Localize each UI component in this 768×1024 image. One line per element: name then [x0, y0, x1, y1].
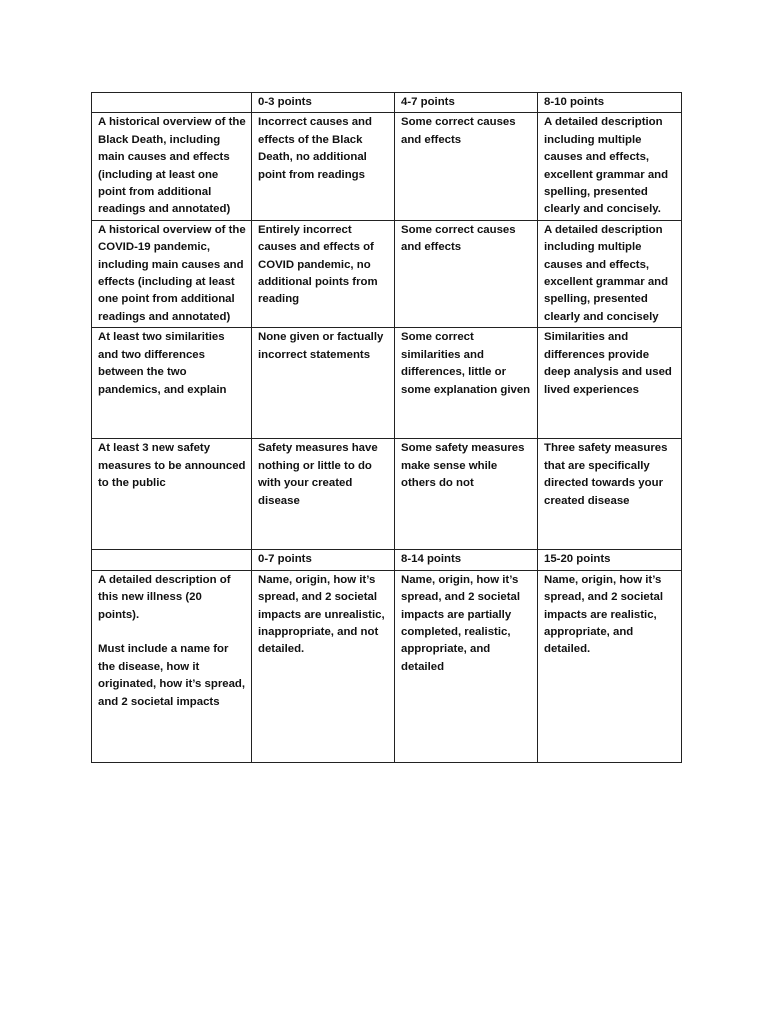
header-label: 8-10 points [544, 96, 605, 108]
mid-score-cell [395, 220, 538, 327]
low-score-cell [252, 220, 395, 327]
low-score-cell [252, 570, 395, 762]
low-score-cell [252, 113, 395, 220]
high-score-cell [538, 439, 682, 550]
header-row-2 [92, 550, 682, 570]
high-score-cell [538, 570, 682, 762]
rubric-row-new-illness [92, 570, 682, 762]
header-label: 4-7 points [401, 96, 455, 108]
header-cell-mid [395, 93, 538, 113]
descriptor-text: Some correct causes and effects [401, 223, 516, 254]
criterion-cell [92, 439, 252, 550]
descriptor-text: Three safety measures that are specifically directed towards your created disease [544, 442, 668, 507]
rubric-row-black-death [92, 113, 682, 220]
header-cell-low [252, 550, 395, 570]
criterion-text: At least 3 new safety measures to be announced to the public [98, 442, 246, 490]
rubric-row-safety-measures [92, 439, 682, 550]
descriptor-text: Name, origin, how it’s spread, and 2 societal impacts are realistic, appropriate, and detailed. [544, 573, 664, 656]
header-label: 8-14 points [401, 553, 462, 566]
descriptor-text: Safety measures have nothing or little to do with your created disease [258, 442, 378, 507]
low-score-cell [252, 328, 395, 439]
mid-score-cell [395, 439, 538, 550]
criterion-cell [92, 220, 252, 327]
descriptor-text: Some correct causes and effects [401, 116, 516, 146]
rubric-row-comparison [92, 328, 682, 439]
rubric-row-covid [92, 220, 682, 327]
criterion-cell [92, 113, 252, 220]
criterion-text: A detailed description of this new illness (20 points). Must include a name for the disease, how it originated, how it’s spread, and 2 societal impacts [98, 573, 246, 708]
header-label: 0-7 points [258, 553, 312, 566]
descriptor-text: A detailed description including multiple causes and effects, excellent grammar and spelling, presented clearly and concisely. [544, 116, 669, 216]
descriptor-text: Some safety measures make sense while others do not [401, 442, 525, 490]
header-cell-high [538, 550, 682, 570]
descriptor-text: Similarities and differences provide deep analysis and used lived experiences [544, 331, 672, 396]
descriptor-text: Name, origin, how it’s spread, and 2 societal impacts are unrealistic, inappropriate, and not detailed. [258, 573, 385, 656]
mid-score-cell [395, 113, 538, 220]
header-cell-low [252, 93, 395, 113]
rubric-table [91, 92, 682, 763]
header-cell-empty [92, 550, 252, 570]
header-cell-mid [395, 550, 538, 570]
mid-score-cell [395, 570, 538, 762]
header-row-1 [92, 93, 682, 113]
criterion-cell [92, 570, 252, 762]
criterion-text: A historical overview of the Black Death, including main causes and effects (including at least one point from additional readings and annotated) [98, 116, 246, 216]
mid-score-cell [395, 328, 538, 439]
high-score-cell [538, 220, 682, 327]
descriptor-text: Name, origin, how it’s spread, and 2 societal impacts are partially completed, realistic, appropriate, and detailed [401, 573, 521, 673]
high-score-cell [538, 328, 682, 439]
descriptor-text: A detailed description including multiple causes and effects, excellent grammar and spelling, presented clearly and concisely [544, 223, 669, 323]
header-cell-empty [92, 93, 252, 113]
header-label: 15-20 points [544, 553, 611, 566]
descriptor-text: Entirely incorrect causes and effects of COVID pandemic, no additional points from reading [258, 223, 378, 306]
low-score-cell [252, 439, 395, 550]
descriptor-text: None given or factually incorrect statements [258, 331, 384, 361]
criterion-cell [92, 328, 252, 439]
header-cell-high [538, 93, 682, 113]
descriptor-text: Some correct similarities and differences, little or some explanation given [401, 331, 531, 396]
descriptor-text: Incorrect causes and effects of the Black Death, no additional point from readings [258, 116, 372, 181]
high-score-cell [538, 113, 682, 220]
criterion-text: At least two similarities and two differences between the two pandemics, and explain [98, 331, 227, 396]
header-label: 0-3 points [258, 96, 312, 108]
criterion-text: A historical overview of the COVID-19 pandemic, including main causes and effects (including at least one point from additional readings and annotated) [98, 223, 246, 323]
